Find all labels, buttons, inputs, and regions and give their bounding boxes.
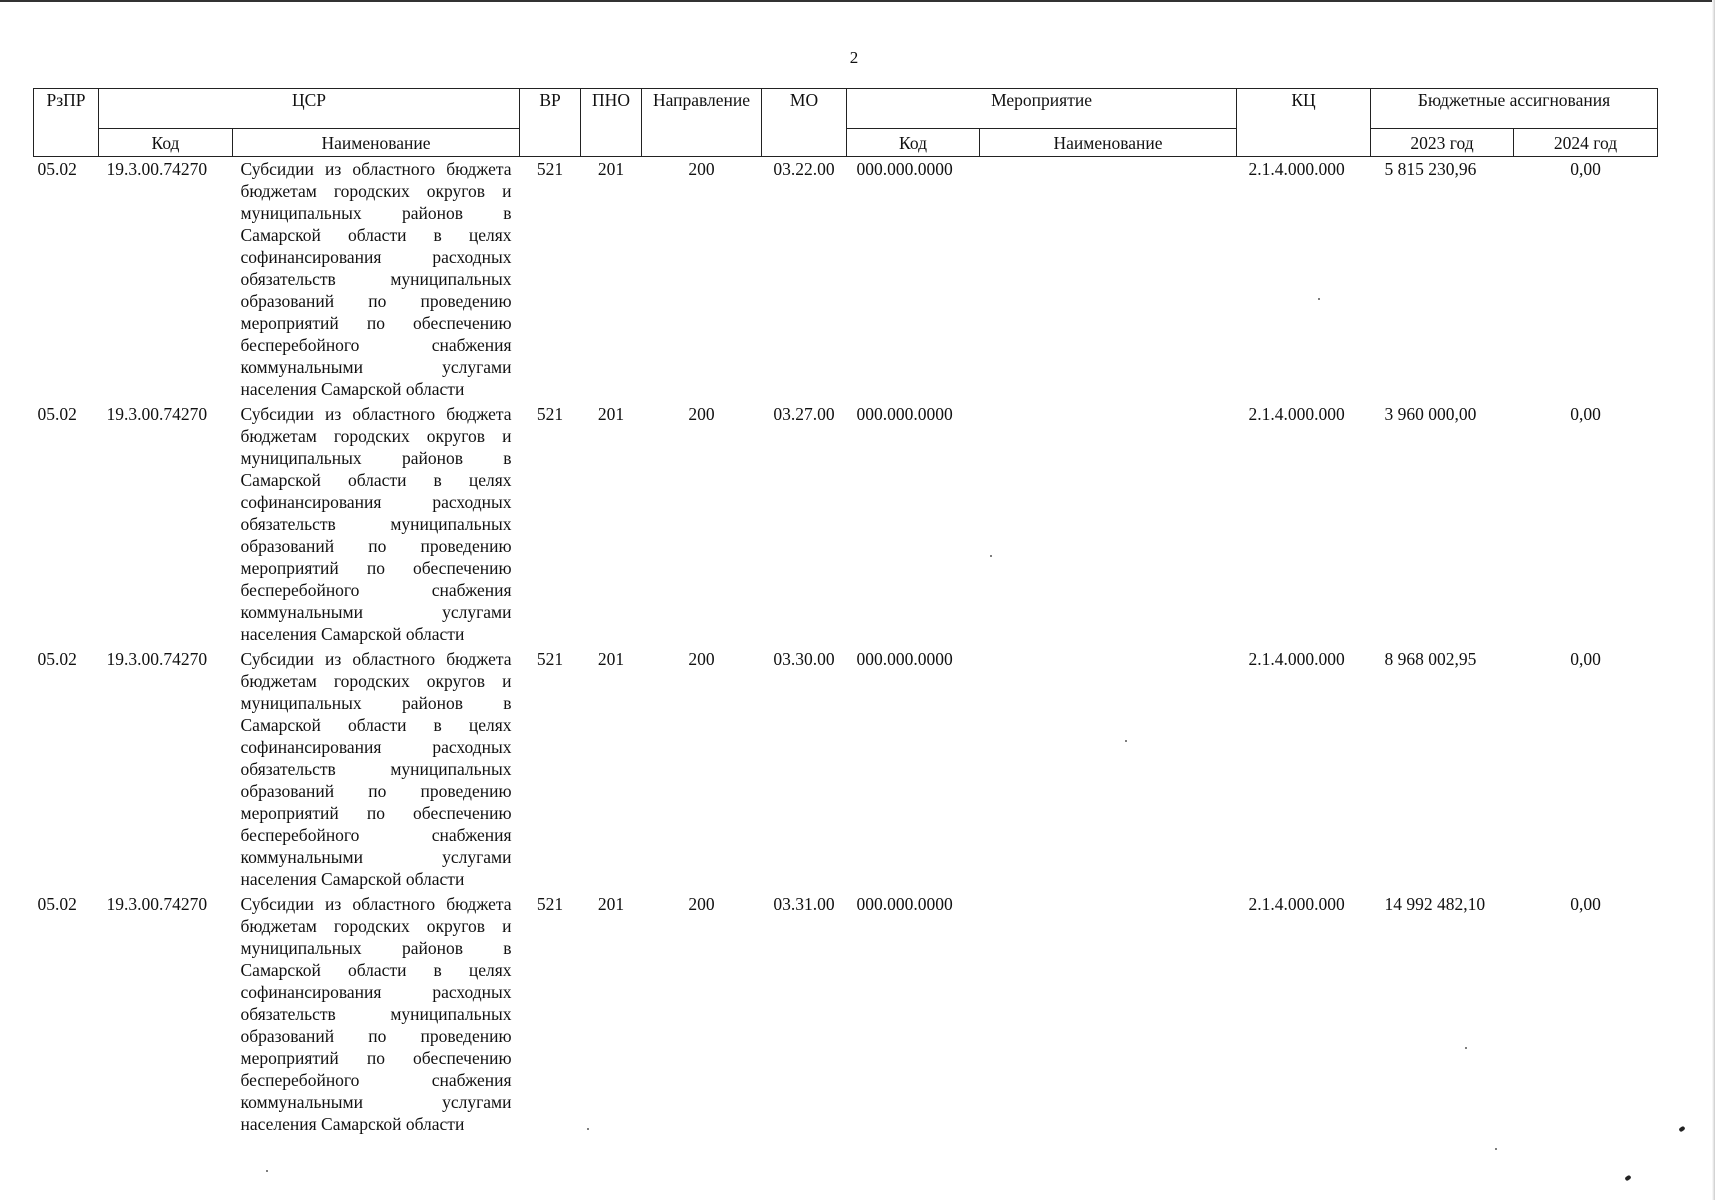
cell-kc: 2.1.4.000.000 [1248, 649, 1345, 669]
cell-mer-code: 000.000.0000 [856, 159, 953, 179]
scan-top-border [0, 0, 1715, 2]
page-number: 2 [849, 48, 859, 67]
header-mo: МО [762, 89, 847, 157]
cell-2024: 0,00 [1570, 894, 1601, 914]
header-csr-code: Код [99, 129, 233, 157]
cell-csr-name: Субсидии из областного бюджета бюджетам городских округов и муниципальных районов в Самарской области в целях софинансирования расходных обязательств муниципальных образований по проведению мероприятий по обеспечению бесперебойного снабжения коммунальными услугами населения Самарской области [240, 404, 512, 644]
cell-mer-name [980, 157, 1237, 403]
budget-allocations-table [33, 88, 1658, 1137]
cell-mer-name [980, 402, 1237, 647]
cell-mo: 03.30.00 [773, 649, 835, 669]
cell-2024: 0,00 [1570, 649, 1601, 669]
cell-mer-code: 000.000.0000 [856, 649, 953, 669]
scan-speck [587, 1128, 589, 1130]
header-pno: ПНО [581, 89, 642, 157]
cell-csr-code: 19.3.00.74270 [106, 404, 208, 424]
header-2023: 2023 год [1371, 129, 1514, 157]
cell-kc: 2.1.4.000.000 [1248, 894, 1345, 914]
scan-speck [990, 555, 992, 557]
table-row [34, 647, 1658, 892]
cell-mer-name [980, 647, 1237, 892]
cell-2024: 0,00 [1570, 404, 1601, 424]
scan-speck [266, 1170, 268, 1172]
cell-pno: 201 [597, 159, 625, 179]
cell-2024: 0,00 [1570, 159, 1601, 179]
cell-pno: 201 [597, 404, 625, 424]
cell-napravlenie: 200 [688, 159, 715, 179]
cell-csr-code: 19.3.00.74270 [106, 649, 208, 669]
cell-2023: 3 960 000,00 [1384, 404, 1477, 424]
cell-mo: 03.22.00 [773, 159, 835, 179]
cell-mer-name [980, 892, 1237, 1137]
cell-mer-code: 000.000.0000 [856, 894, 953, 914]
cell-rzpr: 05.02 [37, 404, 77, 424]
cell-vr: 521 [536, 894, 564, 914]
cell-napravlenie: 200 [688, 649, 715, 669]
header-rzpr: РзПР [34, 89, 99, 157]
table-row [34, 157, 1658, 403]
cell-mo: 03.27.00 [773, 404, 835, 424]
cell-pno: 201 [597, 894, 625, 914]
cell-pno: 201 [597, 649, 625, 669]
header-vr: ВР [520, 89, 581, 157]
cell-csr-name: Субсидии из областного бюджета бюджетам городских округов и муниципальных районов в Самарской области в целях софинансирования расходных обязательств муниципальных образований по проведению мероприятий по обеспечению бесперебойного снабжения коммунальными услугами населения Самарской области [240, 649, 512, 889]
cell-vr: 521 [536, 159, 564, 179]
cell-csr-code: 19.3.00.74270 [106, 894, 208, 914]
header-csr-name: Наименование [233, 129, 520, 157]
scan-speck [1495, 1148, 1497, 1150]
cell-csr-name: Субсидии из областного бюджета бюджетам городских округов и муниципальных районов в Самарской области в целях софинансирования расходных обязательств муниципальных образований по проведению мероприятий по обеспечению бесперебойного снабжения коммунальными услугами населения Самарской области [240, 159, 512, 399]
header-csr: ЦСР [99, 89, 520, 129]
cell-mo: 03.31.00 [773, 894, 835, 914]
header-budget: Бюджетные ассигнования [1371, 89, 1658, 129]
header-mer-name: Наименование [980, 129, 1237, 157]
cell-csr-code: 19.3.00.74270 [106, 159, 208, 179]
cell-rzpr: 05.02 [37, 894, 77, 914]
cell-mer-code: 000.000.0000 [856, 404, 953, 424]
scan-speck [1678, 1126, 1685, 1133]
scan-speck [1125, 740, 1127, 742]
cell-2023: 5 815 230,96 [1384, 159, 1477, 179]
header-meropriyatie: Мероприятие [847, 89, 1237, 129]
scan-speck [1465, 1047, 1467, 1049]
header-2024: 2024 год [1514, 129, 1658, 157]
table-body [34, 157, 1658, 1138]
cell-2023: 8 968 002,95 [1384, 649, 1477, 669]
cell-2023: 14 992 482,10 [1384, 894, 1486, 914]
cell-vr: 521 [536, 404, 564, 424]
table-row [34, 892, 1658, 1137]
cell-kc: 2.1.4.000.000 [1248, 159, 1345, 179]
table-row [34, 402, 1658, 647]
cell-rzpr: 05.02 [37, 159, 77, 179]
scan-speck [1624, 1175, 1631, 1182]
header-kc: КЦ [1237, 89, 1371, 157]
header-row-top [34, 89, 1658, 129]
table-header [34, 89, 1658, 157]
cell-rzpr: 05.02 [37, 649, 77, 669]
header-napravlenie: Направление [642, 89, 762, 157]
header-mer-code: Код [847, 129, 980, 157]
cell-kc: 2.1.4.000.000 [1248, 404, 1345, 424]
cell-vr: 521 [536, 649, 564, 669]
cell-napravlenie: 200 [688, 404, 715, 424]
cell-csr-name: Субсидии из областного бюджета бюджетам городских округов и муниципальных районов в Самарской области в целях софинансирования расходных обязательств муниципальных образований по проведению мероприятий по обеспечению бесперебойного снабжения коммунальными услугами населения Самарской области [240, 894, 512, 1134]
cell-napravlenie: 200 [688, 894, 715, 914]
scan-speck [1318, 298, 1320, 300]
